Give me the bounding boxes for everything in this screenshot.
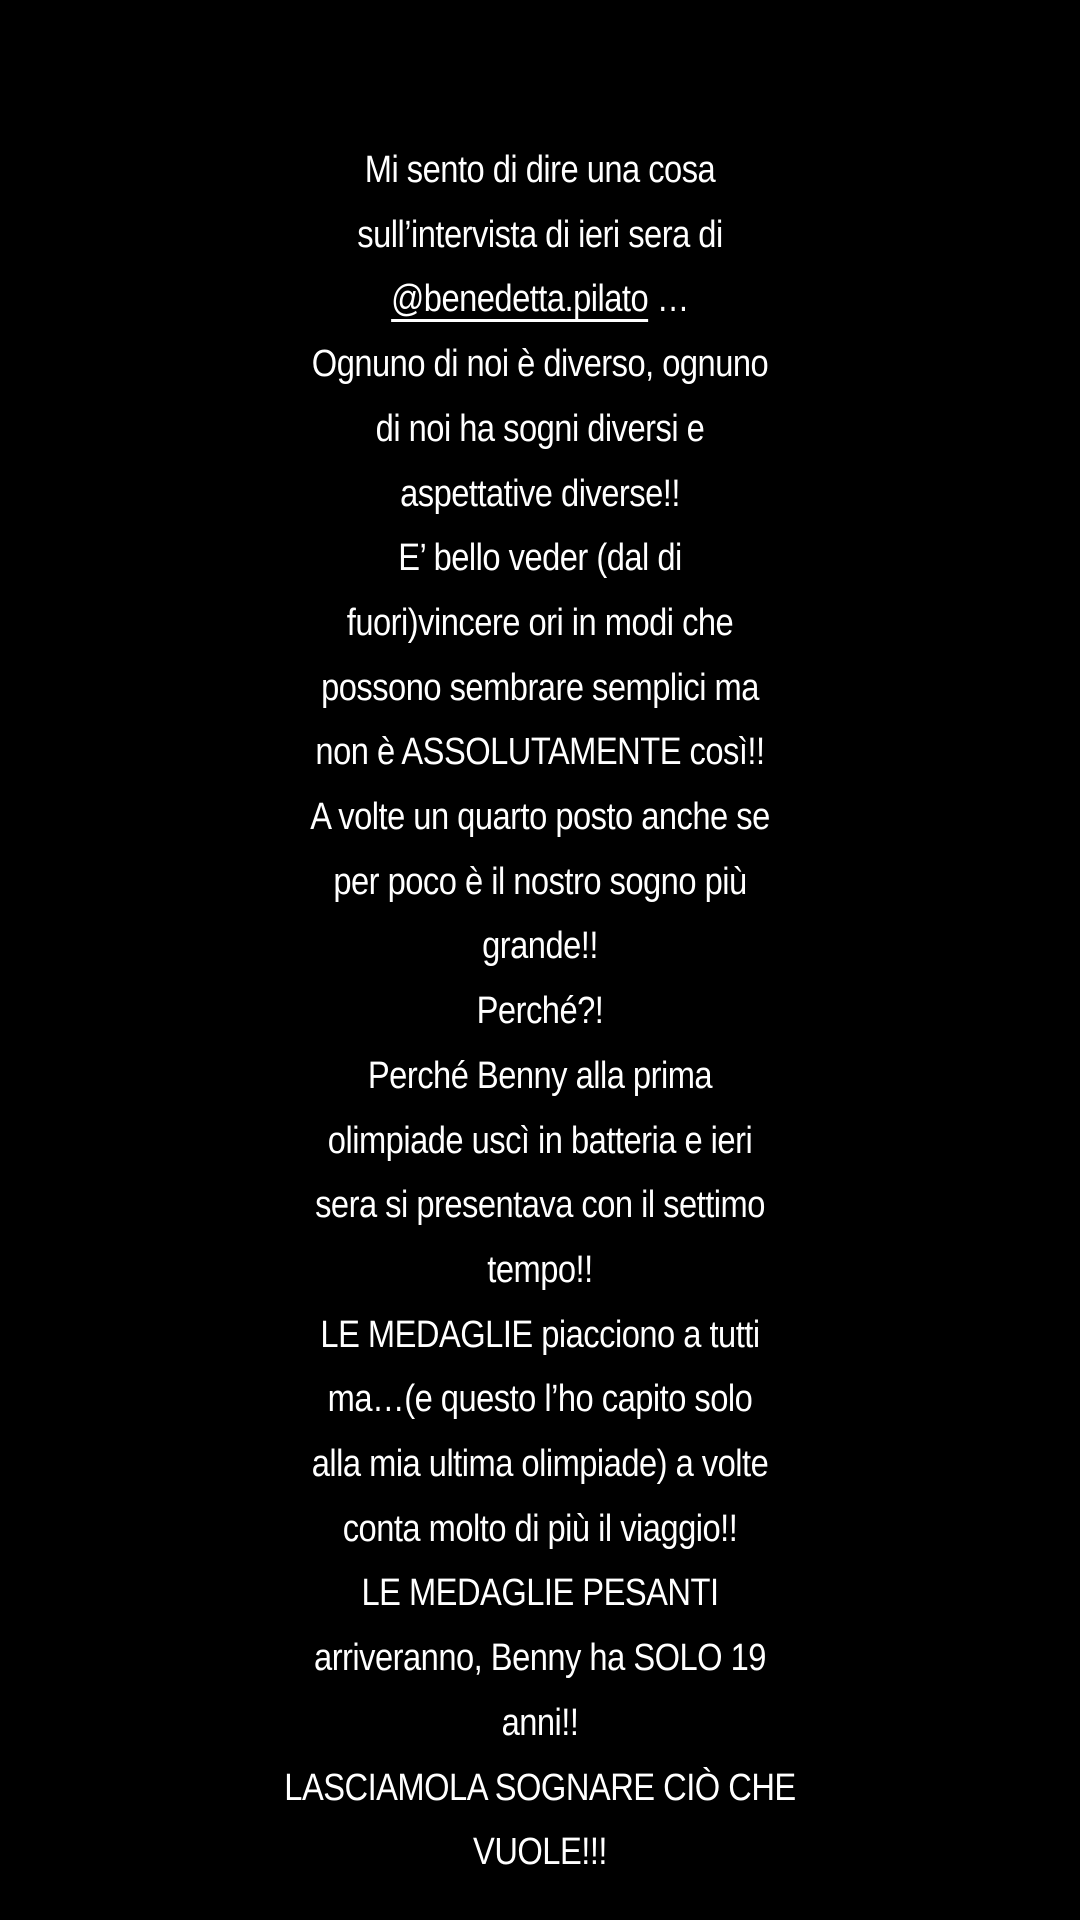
- text-line-8: fuori)vincere ori in modi che: [346, 601, 734, 644]
- text-line-17: sera si presentava con il settimo: [315, 1184, 765, 1227]
- text-line-10: non è ASSOLUTAMENTE così!!: [315, 731, 765, 774]
- text-line-19: LE MEDAGLIE piacciono a tutti: [320, 1313, 760, 1356]
- text-line-15: Perché Benny alla prima: [367, 1054, 713, 1097]
- text-line-13: grande!!: [482, 925, 598, 968]
- text-line-25: anni!!: [501, 1701, 579, 1744]
- mention-suffix: …: [648, 278, 689, 321]
- story-text: [282, 138, 798, 1885]
- text-line-12: per poco è il nostro sogno più: [333, 860, 747, 903]
- text-line-5: di noi ha sogni diversi e: [375, 407, 705, 450]
- text-line-2: sull’intervista di ieri sera di: [357, 213, 723, 256]
- text-line-24: arriveranno, Benny ha SOLO 19: [314, 1637, 766, 1680]
- text-line-22: conta molto di più il viaggio!!: [342, 1507, 738, 1550]
- text-line-11: A volte un quarto posto anche se: [310, 796, 770, 839]
- text-line-16: olimpiade uscì in batteria e ieri: [327, 1119, 753, 1162]
- text-line-21: alla mia ultima olimpiade) a volte: [311, 1443, 769, 1486]
- text-line-20: ma…(e questo l’ho capito solo: [327, 1378, 753, 1421]
- text-line-9: possono sembrare semplici ma: [321, 666, 759, 709]
- text-line-23: LE MEDAGLIE PESANTI: [361, 1572, 719, 1615]
- text-line-26: LASCIAMOLA SOGNARE CIÒ CHE: [284, 1766, 796, 1809]
- text-line-6: aspettative diverse!!: [400, 472, 680, 515]
- text-line-18: tempo!!: [487, 1248, 593, 1291]
- text-line-4: Ognuno di noi è diverso, ognuno: [311, 343, 769, 386]
- text-line-7: E’ bello veder (dal di: [398, 537, 682, 580]
- text-line-1: Mi sento di dire una cosa: [364, 149, 716, 191]
- mention-line: [282, 267, 798, 332]
- mention-link[interactable]: @benedetta.pilato: [391, 278, 649, 321]
- text-line-14: Perché?!: [476, 990, 604, 1033]
- text-line-27: VUOLE!!!: [473, 1831, 607, 1874]
